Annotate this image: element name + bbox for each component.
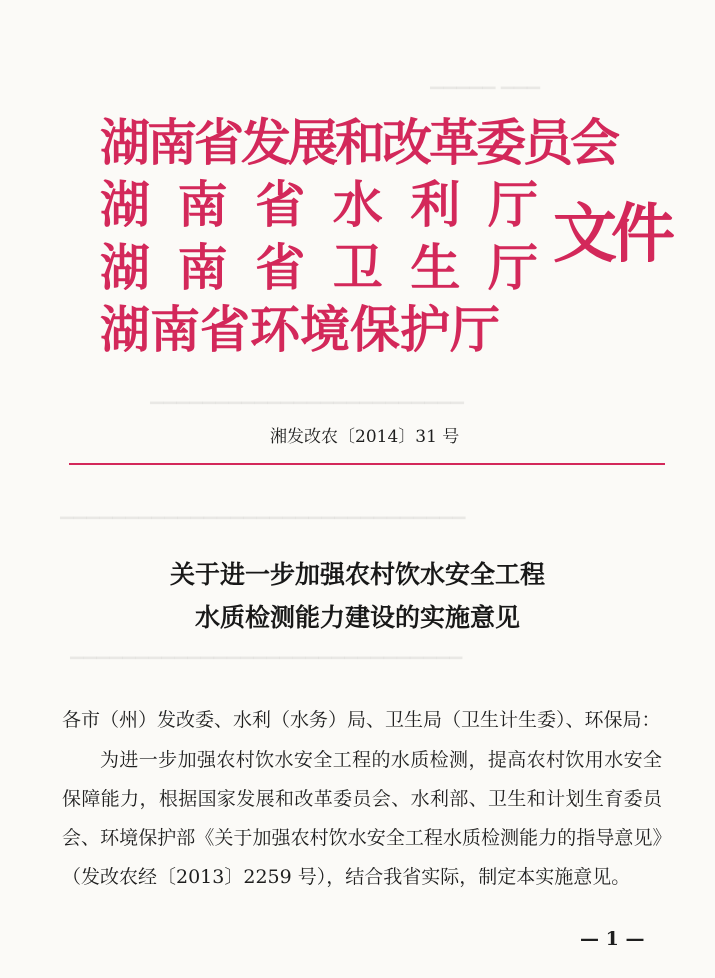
body-paragraph: 为进一步加强农村饮水安全工程的水质检测，提高农村饮用水安全保障能力，根据国家发展和改革委员会、水利部、卫生和计划生育委员会、环境保护部《关于加强农村饮水安全工程水质检测能力的指导意见》（发改农经〔2013〕2259 号），结合我省实际，制定本实施意见。: [62, 749, 662, 888]
red-separator-line: [69, 463, 665, 465]
document-title-line-2: 水质检测能力建设的实施意见: [194, 603, 520, 632]
header-char: 湖: [100, 176, 150, 234]
header-char: 生: [410, 239, 461, 297]
header-char: 利: [410, 176, 461, 234]
header-document-suffix: 文件: [553, 198, 669, 272]
document-title-line-1: 关于进一步加强农村饮水安全工程: [169, 560, 545, 589]
header-char: 湖: [100, 239, 150, 297]
header-issuer-1: 湖南省发展和改革委员会: [100, 114, 617, 172]
paper-bleed-texture: ▁▁▁▁▁▁▁▁▁▁▁▁▁▁▁▁▁▁▁▁▁▁▁▁▁▁▁▁▁▁▁: [60, 500, 466, 520]
page-number: — 1 —: [580, 928, 645, 950]
header-char: 厅: [487, 176, 538, 234]
paper-bleed-texture: ▁▁▁▁▁▁▁▁▁▁▁▁▁▁▁▁▁▁▁▁▁▁▁▁: [150, 385, 464, 405]
header-issuer-4: 湖南省环境保护厅: [100, 301, 500, 359]
header-char: 水: [332, 176, 383, 234]
header-char: 卫: [332, 239, 383, 297]
document-number: 湘发改农〔2014〕31 号: [270, 427, 460, 447]
header-char: 省: [255, 239, 306, 297]
header-char: 南: [177, 176, 228, 234]
header-char: 南: [177, 239, 228, 297]
header-char: 厅: [487, 239, 538, 297]
paper-bleed-texture: ▁▁▁▁▁ ▁▁▁: [430, 70, 540, 90]
header-issuer-2: [100, 165, 538, 237]
salutation: 各市（州）发改委、水利（水务）局、卫生局（卫生计生委）、环保局：: [62, 709, 661, 731]
header-char: 省: [255, 176, 306, 234]
paper-bleed-texture: ▁▁▁▁▁▁▁▁▁▁▁▁▁▁▁▁▁▁▁▁▁▁▁▁▁▁▁▁▁▁: [70, 640, 463, 660]
